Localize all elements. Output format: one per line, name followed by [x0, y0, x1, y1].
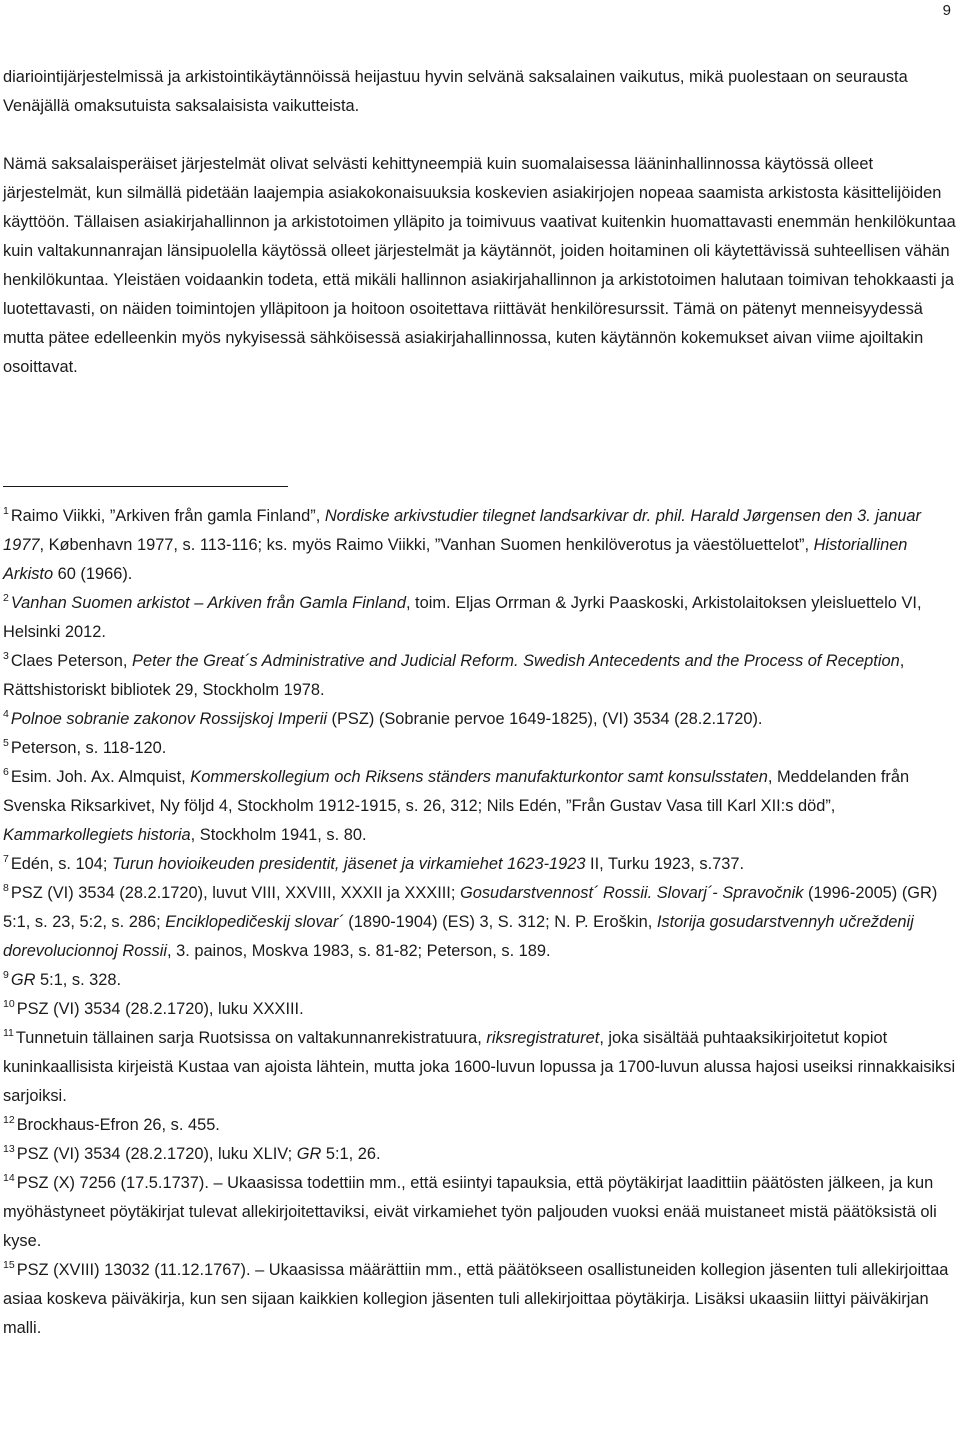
footnote-6 — [3, 763, 958, 850]
footnote-number: 15 — [3, 1259, 15, 1271]
footnote-italic-text: GR — [296, 1145, 322, 1163]
footnote-separator — [3, 486, 288, 487]
footnote-italic-text: Enciklopedičeskij slovar´ — [165, 913, 344, 931]
footnote-number: 7 — [3, 853, 9, 865]
footnote-text: 5:1, s. 328. — [35, 971, 122, 989]
footnote-text: Brockhaus-Efron 26, s. 455. — [16, 1116, 220, 1134]
footnote-11 — [3, 1024, 958, 1111]
footnote-italic-text: GR — [10, 971, 36, 989]
footnote-text: Tunnetuin tällainen sarja Ruotsissa on valtakunnanrekistratuura, — [15, 1029, 487, 1047]
footnote-number: 9 — [3, 969, 9, 981]
footnote-number: 6 — [3, 766, 9, 778]
footnote-text: (1996-2005) (GR) 5:1, s. 23, 5:2, s. 286; — [3, 884, 938, 931]
footnote-number: 4 — [3, 708, 9, 720]
footnote-7 — [3, 850, 958, 879]
body-text — [3, 63, 958, 382]
footnote-number: 2 — [3, 592, 9, 604]
footnote-italic-text: Gosudarstvennost´ Rossii. Slovarj´- Spravočnik — [459, 884, 804, 902]
footnote-text: 5:1, 26. — [321, 1145, 381, 1163]
footnote-9 — [3, 966, 958, 995]
footnote-text: , 3. painos, Moskva 1983, s. 81-82; Peterson, s. 189. — [167, 942, 551, 960]
footnote-text: PSZ (XVIII) 13032 (11.12.1767). – Ukaasissa määrättiin mm., että päätökseen osallistuneiden kollegion jäsenten tuli allekirjoittaa asiaa koskeva päiväkirja, kun sen sijaan kaikkien kollegion jäsenten tuli allekirjoittaa pöytäkirja. Lisäksi ukaasiin liittyi päiväkirjan malli. — [3, 1261, 949, 1337]
footnote-14 — [3, 1169, 958, 1256]
footnote-15 — [3, 1256, 958, 1343]
footnote-text: PSZ (VI) 3534 (28.2.1720), luvut VIII, XXVIII, XXXII ja XXXIII; — [10, 884, 460, 902]
footnote-text: II, Turku 1923, s.737. — [585, 855, 745, 873]
footnote-italic-text: Istorija gosudarstvennyh učreždenij dorevolucionnoj Rossii — [3, 913, 914, 960]
footnote-text: 60 (1966). — [53, 565, 133, 583]
footnote-italic-text: Kammarkollegiets historia — [3, 826, 191, 844]
footnote-text: (PSZ) (Sobranie pervoe 1649-1825), (VI) 3534 (28.2.1720). — [326, 710, 763, 728]
footnote-number: 11 — [3, 1027, 14, 1039]
footnote-italic-text: Kommerskollegium och Riksens ständers manufakturkontor samt konsulsstaten — [190, 768, 768, 786]
footnote-number: 3 — [3, 650, 9, 662]
footnote-italic-text: Historiallinen Arkisto — [3, 536, 908, 583]
footnote-number: 8 — [3, 882, 9, 894]
footnote-10 — [3, 995, 958, 1024]
footnote-text: , toim. Eljas Orrman & Jyrki Paaskoski, Arkistolaitoksen yleisluettelo VI, Helsinki 2012. — [3, 594, 922, 641]
footnote-5 — [3, 734, 958, 763]
footnote-text: Edén, s. 104; — [10, 855, 112, 873]
footnote-italic-text: riksregistraturet — [486, 1029, 600, 1047]
footnote-italic-text: Vanhan Suomen arkistot – Arkiven från Gamla Finland — [10, 594, 406, 612]
footnote-number: 10 — [3, 998, 15, 1010]
footnote-text: Raimo Viikki, ”Arkiven från gamla Finland”, — [10, 507, 325, 525]
footnote-text: (1890-1904) (ES) 3, S. 312; N. P. Eroškin, — [343, 913, 657, 931]
footnote-number: 1 — [3, 505, 9, 517]
footnote-text: Claes Peterson, — [10, 652, 133, 670]
footnote-text: PSZ (VI) 3534 (28.2.1720), luku XLIV; — [16, 1145, 297, 1163]
footnote-12 — [3, 1111, 958, 1140]
footnote-number: 14 — [3, 1172, 15, 1184]
footnote-3 — [3, 647, 958, 705]
footnote-text: Peterson, s. 118-120. — [10, 739, 167, 757]
paragraph: Nämä saksalaisperäiset järjestelmät olivat selvästi kehittyneempiä kuin suomalaisessa lääninhallinnossa käytössä olleet järjestelmät, kun silmällä pidetään laajempia asiakokonaisuuksia koskevien asiakirjojen nopeaa saamista arkistosta käsittelijöiden käyttöön. Tällaisen asiakirjahallinnon ja arkistotoimen ylläpito ja toimivuus vaativat kuitenkin huomattavasti enemmän henkilökuntaa kuin valtakunnanrajan länsipuolella käytössä olleet järjestelmät ja käytännöt, joiden hoitaminen oli käytettävissä suhteellisen vähän henkilökuntaa. Yleistäen voidaankin todeta, että mikäli hallinnon asiakirjahallinnon ja arkistotoimen halutaan toimivan tehokkaasti ja luotettavasti, on näiden toimintojen ylläpitoon ja hoitoon osoitettava riittävät henkilöresurssit. Tämä on pätenyt menneisyydessä mutta pätee edelleenkin myös nykyisessä sähköisessä asiakirjahallinnossa, kuten käytännön kokemukset aivan viime ajoiltakin osoittavat. — [3, 155, 956, 376]
footnote-8 — [3, 879, 958, 966]
footnote-text: , København 1977, s. 113-116; ks. myös Raimo Viikki, ”Vanhan Suomen henkilöverotus ja väestöluettelot”, — [39, 536, 814, 554]
footnote-13 — [3, 1140, 958, 1169]
footnote-text: PSZ (VI) 3534 (28.2.1720), luku XXXIII. — [16, 1000, 304, 1018]
footnote-italic-text: Nordiske arkivstudier tilegnet landsarkivar dr. phil. Harald Jørgensen den 3. januar 1977 — [3, 507, 921, 554]
footnote-number: 12 — [3, 1114, 15, 1126]
footnote-text: Esim. Joh. Ax. Almquist, — [10, 768, 191, 786]
footnote-italic-text: Peter the Great´s Administrative and Judicial Reform. Swedish Antecedents and the Process of Reception — [132, 652, 900, 670]
footnote-text: , Rättshistoriskt bibliotek 29, Stockholm 1978. — [3, 652, 905, 699]
footnote-1 — [3, 502, 958, 589]
footnote-2 — [3, 589, 958, 647]
footnote-text: PSZ (X) 7256 (17.5.1737). – Ukaasissa todettiin mm., että esiintyi tapauksia, että pöytäkirjat laadittiin päätösten jälkeen, ja kun myöhästyneet pöytäkirjat tulevat allekirjoitettaviksi, eivät virkamiehet työn paljouden vuoksi enää muistaneet mistä päätöksistä oli kyse. — [3, 1174, 937, 1250]
footnote-number: 5 — [3, 737, 9, 749]
footnote-text: , Stockholm 1941, s. 80. — [190, 826, 367, 844]
footnote-4 — [3, 705, 958, 734]
footnote-number: 13 — [3, 1143, 15, 1155]
footnote-italic-text: Polnoe sobranie zakonov Rossijskoj Imperii — [10, 710, 327, 728]
footnotes — [3, 502, 958, 1343]
footnote-text: , joka sisältää puhtaaksikirjoitetut kopiot kuninkaallisista kirjeistä Kustaa van ajoista lähtein, mutta joka 1600-luvun lopussa ja 1700-luvun alussa hajosi useiksi rinnakkaisiksi sarjoiksi. — [3, 1029, 956, 1105]
footnote-text: , Meddelanden från Svenska Riksarkivet, Ny följd 4, Stockholm 1912-1915, s. 26, 312; Nils Edén, ”Från Gustav Vasa till Karl XII:s död”, — [3, 768, 910, 815]
paragraph: diariointijärjestelmissä ja arkistointikäytännöissä heijastuu hyvin selvänä saksalainen vaikutus, mikä puolestaan on seurausta Venäjällä omaksutuista saksalaisista vaikutteista. — [3, 68, 908, 115]
footnote-italic-text: Turun hovioikeuden presidentit, jäsenet ja virkamiehet 1623-1923 — [112, 855, 586, 873]
page-number: 9 — [942, 2, 951, 19]
